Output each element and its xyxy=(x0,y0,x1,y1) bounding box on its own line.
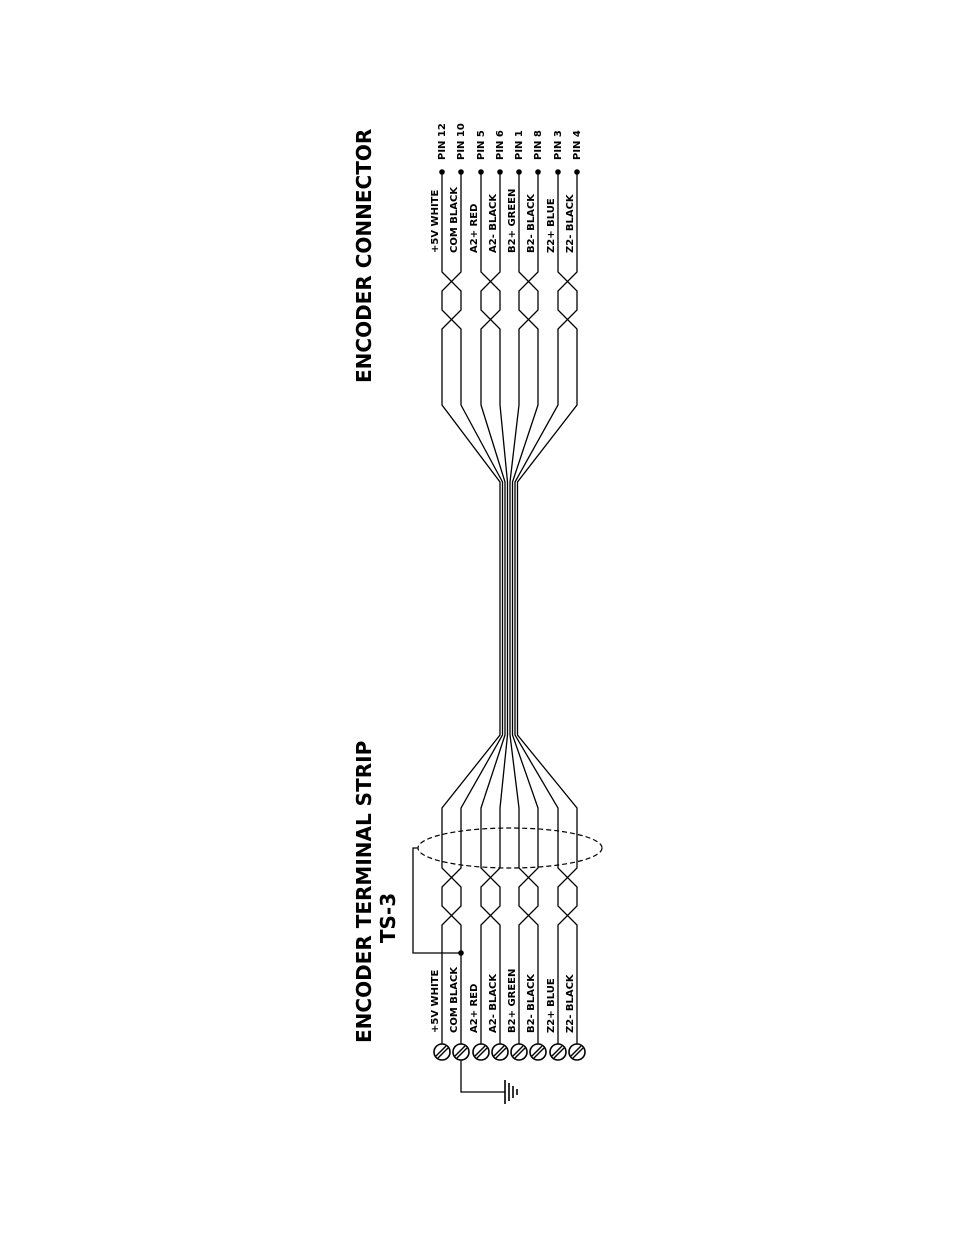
terminal-screw-icon xyxy=(530,1044,546,1060)
labels-layer xyxy=(430,123,583,1033)
pin-label: PIN 3 xyxy=(553,130,564,160)
wire-4 xyxy=(481,172,508,1052)
wire-6 xyxy=(513,172,539,1052)
terminal-screw-icon xyxy=(550,1044,566,1060)
pin-dot xyxy=(458,169,464,175)
terminal-wire-label: B2+ GREEN xyxy=(507,968,518,1033)
pin-label: PIN 1 xyxy=(514,130,525,160)
terminal-wire-label: B2- BLACK xyxy=(526,973,537,1033)
connector-wire-label: Z2+ BLUE xyxy=(546,198,557,253)
pin-dot xyxy=(439,169,445,175)
wire-3 xyxy=(481,172,505,1052)
pin-label: PIN 5 xyxy=(476,130,487,160)
terminal-screw-icon xyxy=(569,1044,585,1060)
terminal-wire-label: Z2- BLACK xyxy=(565,974,576,1033)
wires-layer xyxy=(439,169,580,1052)
connector-wire-label: COM BLACK xyxy=(449,186,460,253)
wire-1 xyxy=(442,172,500,1052)
ground-icon xyxy=(505,1080,517,1104)
terminals-layer xyxy=(434,1044,585,1060)
connector-wire-label: +5V WHITE xyxy=(430,189,441,253)
pin-label: PIN 12 xyxy=(437,123,448,160)
terminal-wire-label: A2+ RED xyxy=(469,983,480,1033)
terminal-strip-subtitle: TS-3 xyxy=(376,892,400,944)
connector-wire-label: B2+ GREEN xyxy=(507,188,518,253)
terminal-screw-icon xyxy=(473,1044,489,1060)
pin-dot xyxy=(497,169,503,175)
pin-label: PIN 4 xyxy=(572,130,583,160)
terminal-wire-label: A2- BLACK xyxy=(488,973,499,1033)
connector-wire-label: Z2- BLACK xyxy=(565,194,576,253)
connector-wire-label: A2+ RED xyxy=(469,203,480,253)
connector-wire-label: A2- BLACK xyxy=(488,193,499,253)
pin-label: PIN 8 xyxy=(533,130,544,160)
pin-dot xyxy=(535,169,541,175)
terminal-screw-icon xyxy=(492,1044,508,1060)
connector-wire-label: B2- BLACK xyxy=(526,193,537,253)
pin-dot xyxy=(516,169,522,175)
encoder-connector-title: ENCODER CONNECTOR xyxy=(352,128,376,383)
wire-8 xyxy=(518,172,578,1052)
terminal-wire-label: COM BLACK xyxy=(449,966,460,1033)
terminal-screw-icon xyxy=(453,1044,469,1060)
drain-junction-dot xyxy=(458,950,464,956)
pin-dot xyxy=(478,169,484,175)
pin-dot xyxy=(574,169,580,175)
shield-ellipse xyxy=(418,828,602,868)
terminal-screw-icon xyxy=(511,1044,527,1060)
pin-dot xyxy=(555,169,561,175)
terminal-screw-icon xyxy=(434,1044,450,1060)
terminal-wire-label: Z2+ BLUE xyxy=(546,978,557,1033)
pin-label: PIN 6 xyxy=(495,130,506,160)
terminal-wire-label: +5V WHITE xyxy=(430,969,441,1033)
terminal-strip-title: ENCODER TERMINAL STRIP xyxy=(352,740,376,1043)
wire-2 xyxy=(442,172,503,1052)
pin-label: PIN 10 xyxy=(456,123,467,160)
